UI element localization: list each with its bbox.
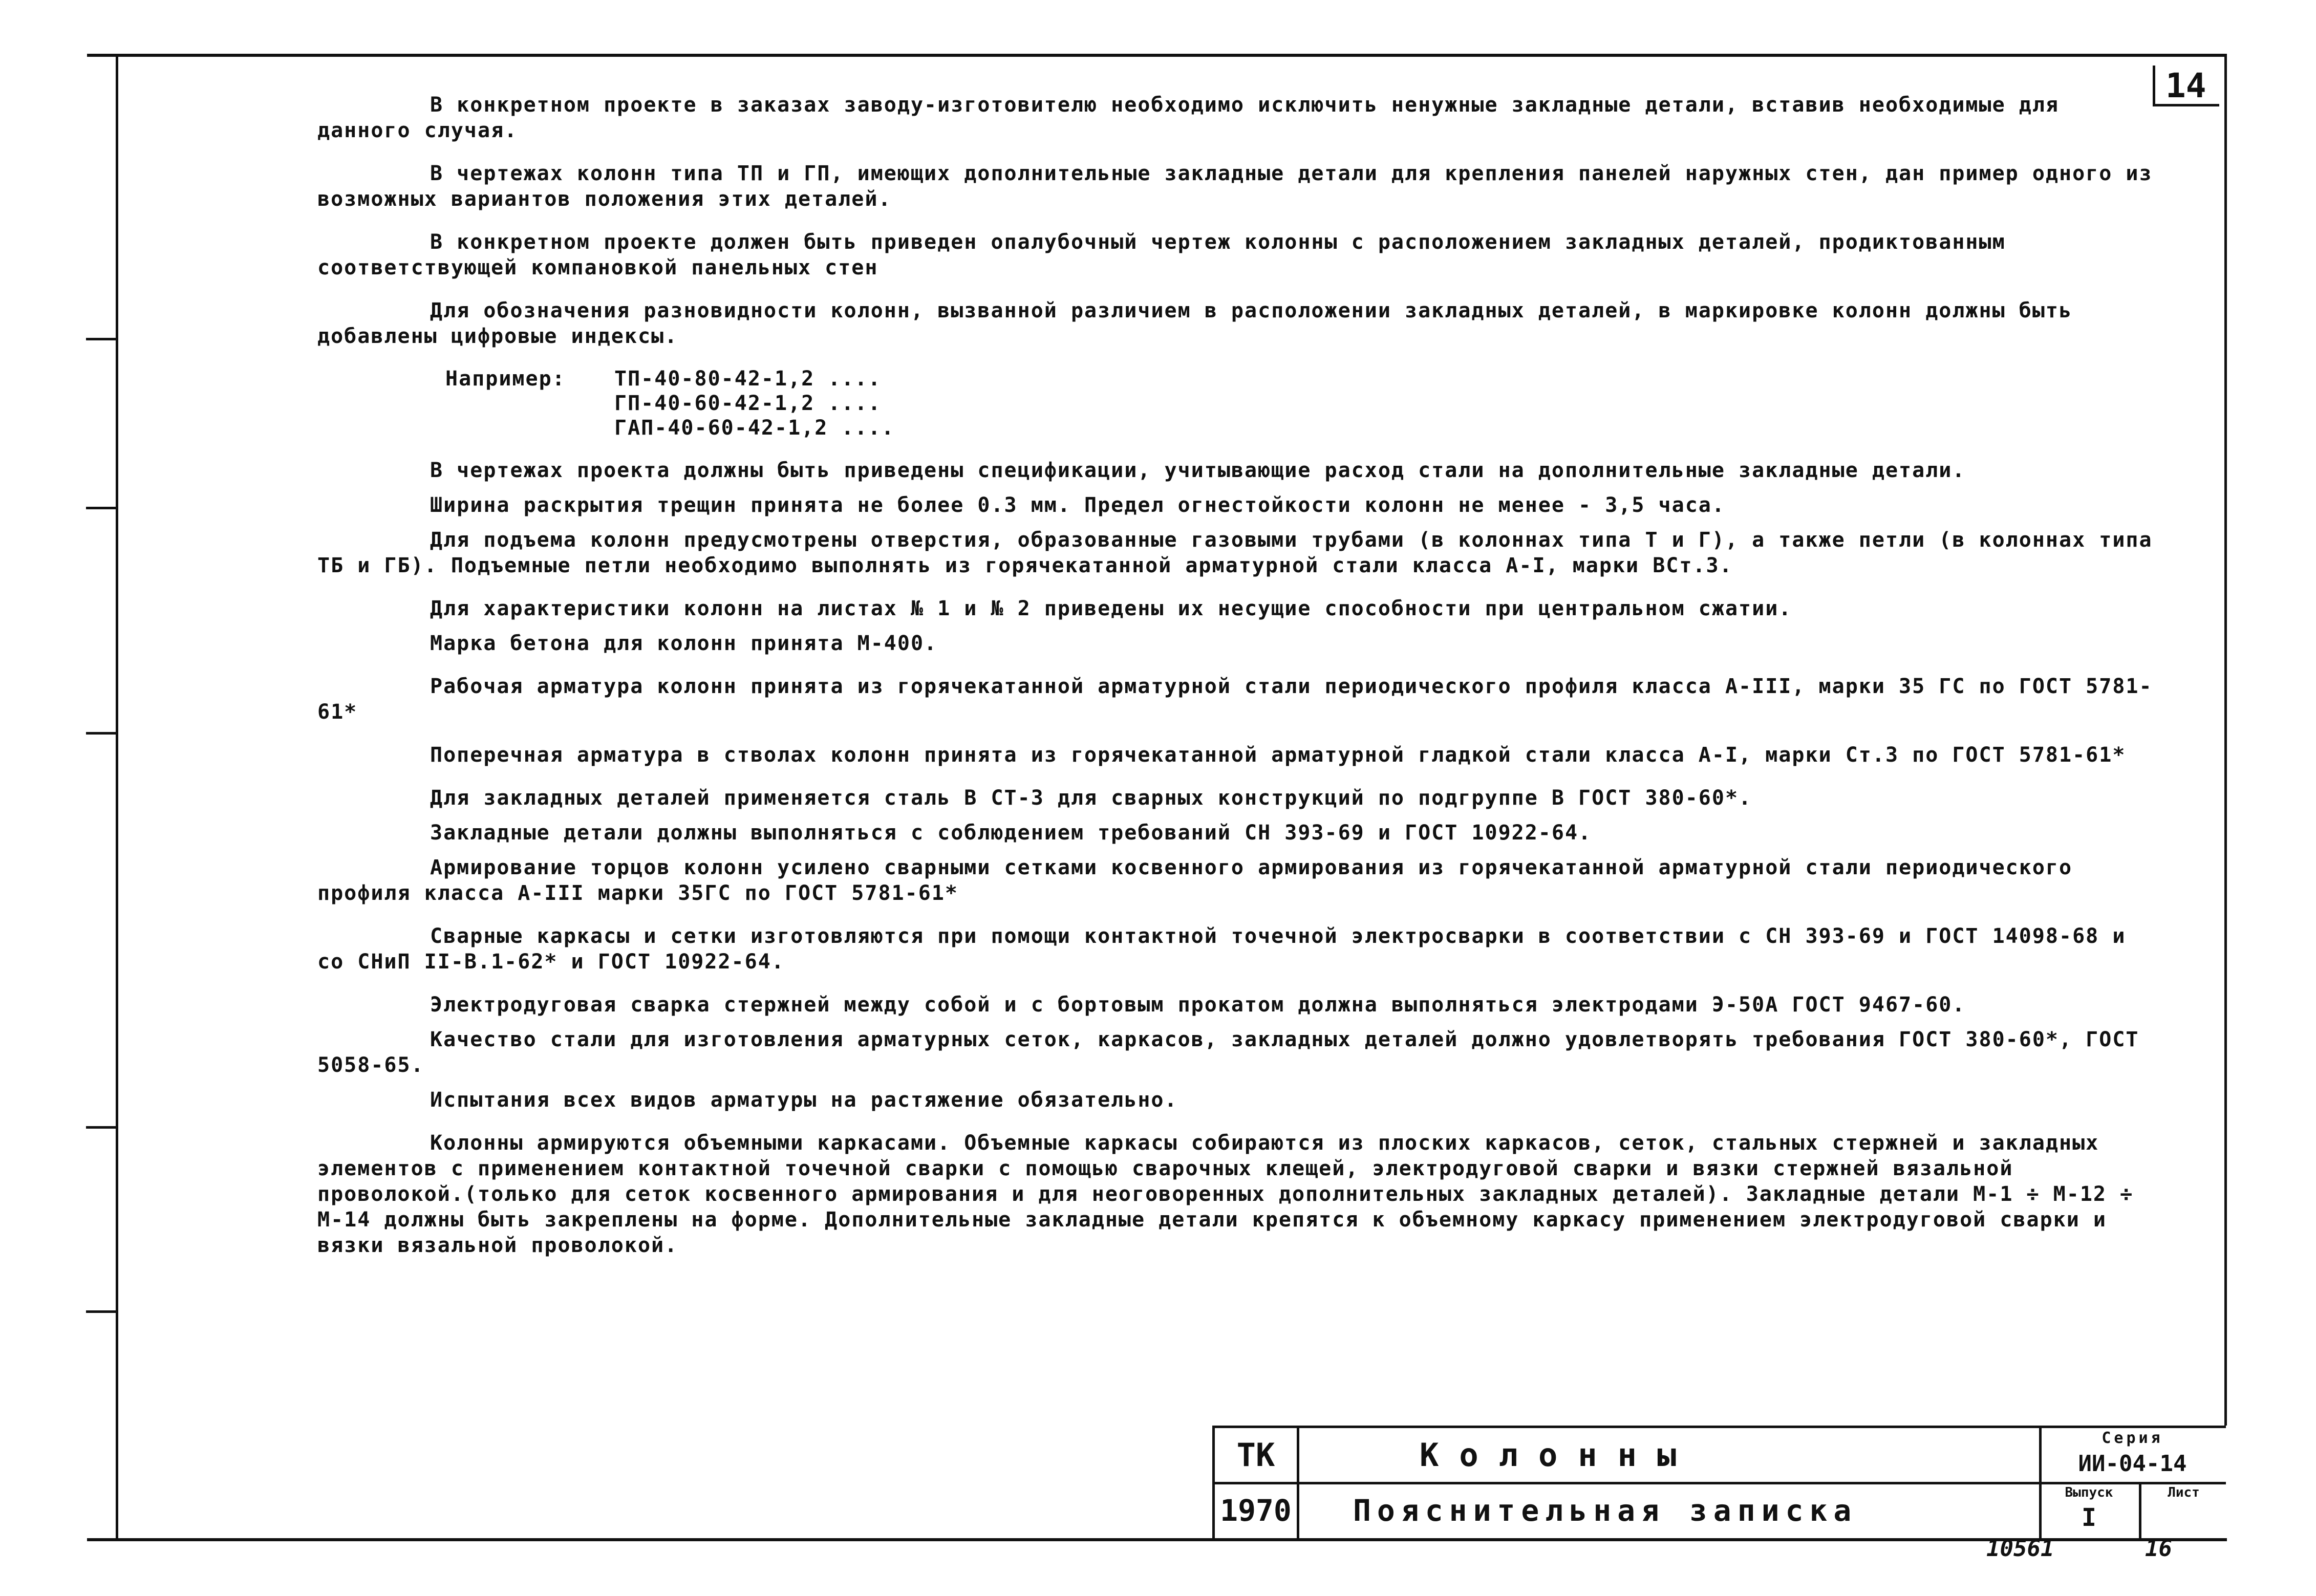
year: 1970 xyxy=(1220,1493,1292,1528)
margin-tick xyxy=(86,1126,116,1129)
note-paragraph: Испытания всех видов арматуры на растяжение обязательно. xyxy=(430,1088,1178,1112)
note-paragraph: В конкретном проекте в заказах заводу-изготовителю необходимо исключить ненужные закладные детали, вставив необходимые для данного случая. xyxy=(317,93,2060,142)
org-code: ТК xyxy=(1236,1436,1275,1474)
margin-tick xyxy=(86,507,116,509)
margin-tick xyxy=(86,338,116,340)
title-block xyxy=(1212,1426,2226,1539)
frame-right-border xyxy=(2224,54,2227,1426)
note-paragraph: В чертежах проекта должны быть приведены спецификации, учитывающие расход стали на дополнительные закладные детали. xyxy=(430,459,1966,482)
note-paragraph: В конкретном проекте должен быть приведен опалубочный чертеж колонны с расположением закладных деталей, продиктованным соответствующей компановкой панельных стен xyxy=(317,230,2006,279)
note-paragraph: Поперечная арматура в стволах колонн принята из горячекатанной арматурной гладкой стали класса А-I, марки Ст.3 по ГОСТ 5781-61* xyxy=(430,743,2126,767)
inventory-number: 10561 xyxy=(1986,1536,2054,1562)
explanatory-notes xyxy=(317,92,2155,1276)
note-paragraph: В чертежах колонн типа ТП и ГП, имеющих дополнительные закладные детали для крепления панелей наружных стен, дан пример одного из возможных вариантов положения этих деталей. xyxy=(317,162,2153,211)
frame-top-border xyxy=(87,54,2227,57)
note-paragraph: Рабочая арматура колонн принята из горячекатанной арматурной стали периодического профиля класса А-III, марки 35 ГС по ГОСТ 5781-61* xyxy=(317,675,2153,724)
example-item: ГП-40-60-42-1,2 .... xyxy=(614,392,882,415)
note-paragraph: Сварные каркасы и сетки изготовляются при помощи контактной точечной электросварки в соответствии с СН 393-69 и ГОСТ 14098-68 и со СНиП II-В.1-62* и ГОСТ 10922-64. xyxy=(317,924,2126,974)
note-paragraph: Ширина раскрытия трещин принята не более 0.3 мм. Предел огнестойкости колонн не менее - 3,5 часа. xyxy=(430,493,1725,517)
example-item: ГАП-40-60-42-1,2 .... xyxy=(614,416,895,440)
drawing-subtitle: Пояснительная записка xyxy=(1353,1493,1858,1528)
example-list xyxy=(614,366,895,440)
note-paragraph: Закладные детали должны выполняться с соблюдением требований СН 393-69 и ГОСТ 10922-64. xyxy=(430,821,1592,845)
margin-tick xyxy=(86,732,116,735)
sheet-count: 16 xyxy=(2145,1536,2172,1562)
note-paragraph: Колонны армируются объемными каркасами. Объемные каркасы собираются из плоских каркасов, сеток, стальных стержней и закладных элементов с применением контактной точечной сварки с помощью сварочных клещей, электродуговой сварки и вязки стержней вязальной проволокой.(только для сеток косвенного армирования и для неоговоренных дополнительных закладных деталей). Закладные детали М-1 ÷ М-12 ÷ М-14 должны быть закреплены на форме. Дополнительные закладные детали крепятся к объемному каркасу применением электродуговой сварки и вязки вязальной проволокой. xyxy=(317,1131,2134,1257)
note-paragraph: Качество стали для изготовления арматурных сеток, каркасов, закладных деталей должно удовлетворять требования ГОСТ 380-60*, ГОСТ 5058-65. xyxy=(317,1028,2139,1077)
issue-label: Выпуск xyxy=(2065,1485,2113,1500)
note-paragraph: Для закладных деталей применяется сталь В СТ-3 для сварных конструкций по подгруппе В ГОСТ 380-60*. xyxy=(430,786,1752,810)
note-paragraph: Для подъема колонн предусмотрены отверстия, образованные газовыми трубами (в колоннах типа Т и Г), а также петли (в колоннах типа ТБ и ГБ). Подъемные петли необходимо выполнять из горячекатанной арматурной стали класса А-I, марки ВСт.3. xyxy=(317,528,2153,577)
note-paragraph: Для обозначения разновидности колонн, вызванной различием в расположении закладных деталей, в маркировке колонн должны быть добавлены цифровые индексы. xyxy=(317,299,2073,348)
page-number: 14 xyxy=(2153,66,2219,106)
sheet-label: Лист xyxy=(2168,1485,2200,1500)
margin-tick xyxy=(86,1310,116,1313)
series-label: Серия xyxy=(2101,1429,2163,1447)
frame-left-border xyxy=(116,54,118,1541)
issue-value: I xyxy=(2082,1503,2096,1532)
note-paragraph: Армирование торцов колонн усилено сварными сетками косвенного армирования из горячекатанной арматурной стали периодического профиля класса А-III марки 35ГС по ГОСТ 5781-61* xyxy=(317,856,2073,905)
note-paragraph: Для характеристики колонн на листах № 1 и № 2 приведены их несущие способности при центральном сжатии. xyxy=(430,597,1792,620)
note-paragraph: Электродуговая сварка стержней между собой и с бортовым прокатом должна выполняться электродами Э-50А ГОСТ 9467-60. xyxy=(430,993,1966,1017)
note-paragraph: Марка бетона для колонн принята М-400. xyxy=(430,632,938,655)
marking-example xyxy=(445,366,2155,440)
drawing-title: Колонны xyxy=(1420,1436,1697,1474)
example-label: Например: xyxy=(445,367,566,391)
example-item: ТП-40-80-42-1,2 .... xyxy=(614,367,882,391)
series-value: ИИ-04-14 xyxy=(2078,1451,2187,1477)
